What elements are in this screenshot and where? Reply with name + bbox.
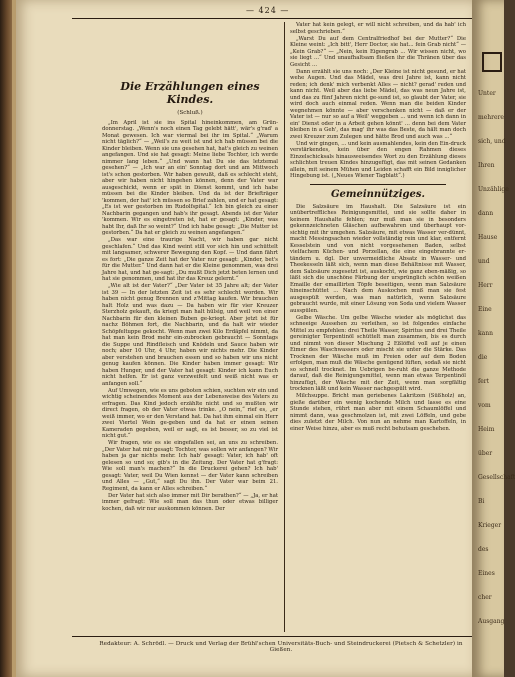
- story-paragraph: Der Vater hat sich also immer mit Dir berathen?“ — „Ja, er hat immer gefragt: Wie soll man das thun oder etwas billiger kochen, daß wir nur auskommen können. Der: [102, 492, 278, 512]
- adjacent-page-fragment: mehrere: [478, 114, 504, 121]
- adjacent-page-fragment: Eine: [478, 306, 492, 313]
- adjacent-page-fragment: cher: [478, 594, 492, 601]
- page-number: — 424 —: [246, 6, 290, 15]
- tip-paragraph: Milchsuppe. Bricht man geriebenes Lakritzen (Süßholz) an, gieße darüber ein wenig kochende Milch und lasse es eine Stunde stehen, rührt man aber mit einem Schaumlöffel und nimmt dann, was geschmolzen ist, mit zwei Löffeln, und gebe dies zuletzt der Milch. Von nun an nehme man Kartoffeln, in einer Weise hinzu, aber es muß recht behutsam geschehen.: [290, 393, 466, 432]
- adjacent-page-fragment: Unter: [478, 90, 496, 97]
- story-subtitle: (Schluß.): [177, 110, 203, 116]
- adjacent-page-edge: [472, 0, 515, 677]
- left-column: [102, 22, 278, 513]
- adjacent-page-fragment: des: [478, 546, 489, 553]
- story-paragraph: „Das war eine traurige Nacht, wir haben gar nicht geschlafen.“ Und das Kind weint still vor sich hin und schüttelt mit langsamer, schwerer Bewegung den Kopf. — Und dann fährt es fort: „Die ganze Zeit hat der Vater nur gesagt: „Kinder, bet's für die Mutter.“ Und dann hat er die Kleine genommen, was drei Jahre hat, und hat ge-sagt: „Du mußt Dich jetzt beten lernen und hat sie genommen, und hat ihr das Kreuz gelernt.“: [102, 237, 278, 282]
- adjacent-page-fragment: Heim: [478, 426, 495, 433]
- story-title: Die Erzählungen eines Kindes.: [120, 80, 260, 106]
- adjacent-page-fragment: über: [478, 450, 493, 457]
- header-rule: [72, 18, 472, 19]
- adjacent-page-fragment: die: [478, 354, 488, 361]
- adjacent-page-fragment: Krieger: [478, 522, 502, 529]
- story-paragraph: Vater hat kein gelegt, er will nicht schreiben, und da hab' ich selbst geschrieben.“: [290, 22, 466, 35]
- adjacent-page-fragment: Hause: [478, 234, 498, 241]
- adjacent-page-fragment: Eines: [478, 570, 495, 577]
- story-paragraph: Und wir gingen, ... und kein ausmahlendes, kein den Ein-druck verstärkendes, kein über den engen Rahmen dieses Einzelschicksals hinausweisendes Wort zu den Erzählung dieses schlichten treuen Kindes hinzugefügt, das mit seinen Gedanken allein, mit seinem Mühen und Leiden schafft ein Bild inniglicher Hingebung ist. („Neues Wiener Tagblatt“.): [290, 140, 466, 179]
- tip-paragraph: Die Salzsäure im Haushalt. Die Salzsäure ist ein unübertreffliches Reinigungsmittel, und sie sollte daher in keinem Haushalte fehlen; nur muß man sie in besonders gekennzeichneten Gläschen aufbewahren und überhaupt vor-sichtig mit ihr umgehen. Salzsäure, mit etwas Wasser ver-dünnt, macht Messingsachen wieder vollständig rein und klar, entfernt Kesselstein und von nicht vorgesehenen Baden, selbst vielfachem Küchen- und Porzellan, die eine eingebrannte er-tändern u. dgl. Der unvermeidliche Absatz in Wasser- und Theekesseln läßt sich, wenn man diese Behältnisse mit Wasser, dem Salzsäure zugesetzt ist, auskocht, wie ganz eben-mäßig, so läßt sich die unschöne Färbung der ursprünglich schön weißen Emaille der emaillirten Töpfe beseitigen, wenn man Salzsäure hineinschüttet ... Nach dem Auskochen muß man sie fest ausgespült werden, was man natürlich, wenn Salzsäure gebraucht wurde, mit einer Lösung von Soda und vielem Wasser ausspülen.: [290, 203, 466, 314]
- adjacent-page-fragment: Ausgang: [478, 618, 505, 625]
- tip-paragraph: Gelbe Wäsche. Um gelbe Wäsche wieder als möglichst das schneeige Aussehen zu verleihen, so ist folgendes einfache Mittel zu empfehlen: drei Theile Wasser, Spiritus und drei Theile gereinigter Terpentinöl schüttelt man zusammen, bis es durch und nimmt von dieser Mischung 2 Eßlöffel voll auf je einen Eimer des Waschwassers oder mischt sie unter die Stärke. Das Trocknen der Wäsche muß im Freien oder auf dem Boden erfolgen, man muß die Wäsche genügend lüften, sodaß sie nicht so schnell trocknet. Im Uebrigen be-ruht die ganze Methode darauf, daß die Reinigungsmittel, wenn man etwas Terpentinöl hinzufügt, der Wäsche mit der Zeit, wenn man sorgfältig trocknen läßt und kein Wasser nachgespült wird.: [290, 314, 466, 392]
- adjacent-page-fragment: fert: [478, 378, 490, 385]
- footer-rule: [72, 636, 472, 637]
- adjacent-page-fragment: Herr: [478, 282, 493, 289]
- page-corner-mark: [482, 52, 502, 72]
- adjacent-page-fragment: dann: [478, 210, 494, 217]
- story-paragraph: „Warst Du auf dem Centralfriedhof bei der Mutter?“ Die Kleine weint: „Ich bitt', Herr Doctor, sie hat... fein Grab nicht“ — „Kein Grab?“ — „Nein, kein Eigengrab ... Wir wissen nicht, wo sie liegt ...“ Und unaufhaltsam fließen ihr die Thränen über das Gesicht ...: [290, 35, 466, 68]
- adjacent-page-fragment: und: [478, 258, 490, 265]
- section-title: Gemeinnütziges.: [330, 188, 426, 200]
- document-page: [16, 0, 472, 677]
- adjacent-page-fragment: Gesellschaft: [478, 474, 515, 481]
- adjacent-page-fragment: Ihren: [478, 162, 495, 169]
- right-column: [290, 22, 466, 433]
- imprint-line: Redakteur: A. Schrödl. — Druck und Verlag der Brühl'schen Universitäts-Buch- und Steindruckerei (Pietsch & Schetzler) in Gießen.: [99, 641, 463, 653]
- adjacent-page-fragment: Unzählige: [478, 186, 509, 193]
- adjacent-page-fragment: vom: [478, 402, 491, 409]
- story-paragraph: Dann erzählt sie uns noch: „Der Kleine ist nicht gesund, er hat wehe Augen. Und das Mädel, was drei Jahre ist, kann nicht reden; ich denk' mich verbenkt Alles — nicht? gerad' reden und kann nicht. Weil aber das liebe Mädel, das was neun Jahre ist, und das zu fünf Jahren nicht ge-sund ist, so glaubt der Vater, sie wird doch auch einmal reden. Wenn man die beiden Kinder wegnehmen könnte — aber verschenken nicht — daß er der Vater ist — nur so auf a Weil' weggeben ... und wenn ich dann in ein' Dienst oder in a Arbeit gehen könnt' ... denn bei dem Vater bleiben in a Geh', das mag' ihr was das Beste, da hält man doch zwei Kreuzer zum Zulegen und hätte Brod und auch was ...“: [290, 68, 466, 140]
- section-rule: [310, 184, 446, 185]
- adjacent-page-fragment: Bi: [478, 498, 485, 505]
- story-paragraph: Auf Umwegen, wie es uns geboten schien, suchten wir ein und wichtig scheinendes Moment aus der Lebensweise des Vaters zu erfragen. Das Kind jedoch erzählte nicht und so mußten wir direct fragen, ob der Vater etwas trinke. „O nein,“ rief es, „er weiß immer, wo er den Verstand hat. Da hat ihm einmal ein Herr zwei Viertel Wein ge-geben und da hat er einen seinen Kameraden gegeben, weil er sagt, es ist besser, so zu viel ist nicht gut.“: [102, 387, 278, 439]
- adjacent-page-fragment: kann: [478, 330, 493, 337]
- adjacent-page-fragment: sich, und: [478, 138, 506, 145]
- story-paragraph: „Im April ist sie ins Spital hineinkommen, am Grün-donnerstag. „Wenn's noch einen Tag gelebt hätt', wär's g'rad' a Monat gewesen. Ich war viermal bei ihr im Spital.“ „Warum nicht täglich?“ — „Weil's zu weit ist und ich hab müssen bei die Kinder bleiben. Wenn sie uns gesehen hat, hat's gleich zu weinen angefangen. Und sie hat gesagt: Meine liebe Tochter, ich werde nimmer lang leben.“ „Und wann hat Du sie das letztemal gesehen?“ — „Ich war an ein' Sonntag dort und am Mittwoch ist's schon gestorben. Wir haben gewußt, daß es schlecht steht, aber wir haben nicht hingehen können, denn der Vater war ausgeschickt, wenn er spät in Dienst kommt, und ich habe müssen bei die Kinder bleiben. Und da ist der Briefträger 'kommen, der hat' ich müssen so Brief zahlen, und er hat gesagt: „Es ist wer gestorben im Rudolfspital.“ Ich bin gleich zu einer Nachbarin gegangen und hab's ihr gesagt. Abends ist der Vater 'kommen. Wir es eingetreten ist, hat er gesagt: „Kinder, was habt Ihr, daß Ihr so weint?“ Und ich habe gesagt: „Die Mutter ist gestorben.“ Da hat er gleich zu weinen angefangen.“: [102, 119, 278, 236]
- story-paragraph: Wir fragen, wie es sie eingefallen sei, an uns zu schreiben. „Der Vater hat mir gesagt: Tochter, was sollen wir anfangen? Wir haben ja gar nichts mehr. Ich hab' gesagt: Vater, ich hab' oft gelesen so und so; gib's in die Zeitung. Der Vater hat g'fragt: Wie soll man's machen?“ In die Druckerei gehen? Ich hab' gesagt: Vater, weil Du Wien kennst — der Vater kann schreiben und Alles — „Gut,“ sagt Du ihn. Der Vater war beim 21. Regiment, da kann er Alles schreiben.“: [102, 440, 278, 492]
- story-paragraph: „Wie alt ist der Vater?“ „Der Vater ist 35 Jahre alt; der Vater ist 39 — In der letzten Zeit ist es sehr schlecht worden. Wir haben nicht genug Brennen und z'Mittag kaufen. Wir brauchen halt Holz und was dazu — Da haben wir für vier Kreuzer Sterzholz gekauft, da kriegt man halt hülsig, und weil von einer Nachbarin für den kleinen Buben ge-kriegt. Aber jetzt ist für nachz Böhmen fort, die Nachbarin, und da halt wir wieder Schöpfeltuppe gekocht. Wenn man zwei Kilo Erdäpfel nimmt, da hat man kein Brod mehr ein-zubrocken gebraucht — Sonntags die Suppe und Rindfleisch und Knödeln und Sauce haben wir noch; aber 10 Uhr, 4 Uhr, haben wir nichts mehr. Die Kinder aber verstehen und brauchen essen und so haben wir uns nicht genug kaufen können. Die Kinder haben immer gesagt: Wir haben Hunger, und der Vater hat gesagt: Kinder ich kann Euch nicht helfen. Er ist ganz verzweifelt und weiß nicht was er anfangen soll.“: [102, 283, 278, 387]
- book-binding: [0, 0, 12, 677]
- column-divider: [284, 22, 285, 632]
